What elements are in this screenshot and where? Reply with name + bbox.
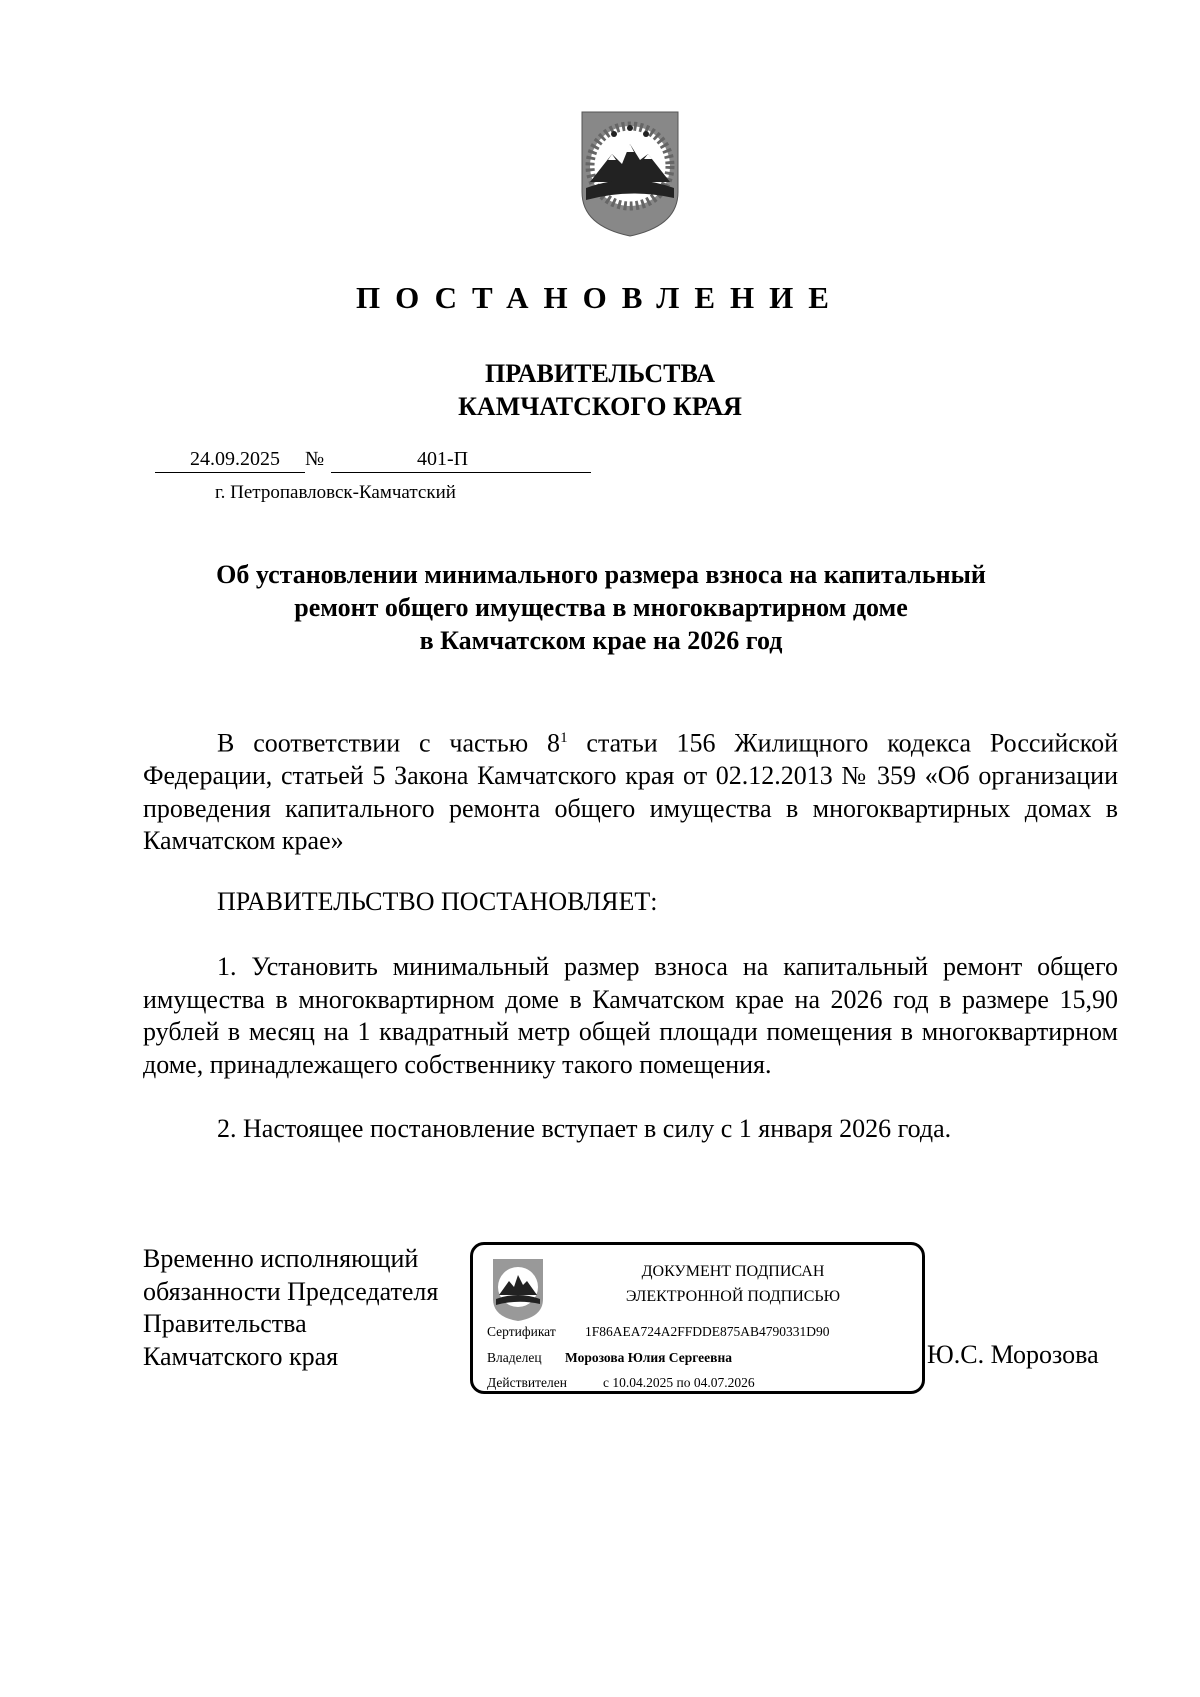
signatory-name: Ю.С. Морозова — [927, 1340, 1099, 1369]
electronic-signature-stamp — [470, 1242, 925, 1394]
preamble-paragraph: В соответствии с частью $8^1$ статьи 156 Жилищного кодекса Российской Федерации, статьей 5 Закона Камчатского края от 02.12.2013 № 359 «Об организации проведения капитального ремонта общего имущества в многоквартирных домах в Камчатском крае» — [143, 728, 1119, 856]
stamp-validity-row: Действителен с 10.04.2025 по 04.07.2026 — [487, 1375, 755, 1390]
stamp-title: ДОКУМЕНТ ПОДПИСАН ЭЛЕКТРОННОЙ ПОДПИСЬЮ — [625, 1263, 841, 1305]
coat-of-arms-icon — [578, 108, 682, 240]
document-date: 24.09.2025 — [190, 448, 280, 470]
title-line-2: ремонт общего имущества в многоквартирном доме — [294, 593, 908, 622]
item-1-paragraph: 1. Установить минимальный размер взноса на капитальный ремонт общего имущества в многоквартирном доме в Камчатском крае на 2026 год в размере 15,90 рублей в месяц на 1 квадратный метр общей площади помещения в многоквартирном доме, принадлежащего собственнику такого помещения. — [143, 952, 1118, 1079]
authority-line-2: КАМЧАТСКОГО КРАЯ — [458, 392, 742, 421]
item-2-paragraph: 2. Настоящее постановление вступает в силу с 1 января 2026 года. — [217, 1114, 952, 1143]
title-line-1: Об установлении минимального размера взноса на капитальный — [216, 560, 986, 589]
stamp-owner-row: Владелец Морозова Юлия Сергеевна — [487, 1350, 732, 1365]
document-number: 401-П — [417, 448, 469, 470]
document-title — [150, 558, 1052, 657]
stamp-coat-of-arms-icon — [491, 1257, 545, 1323]
number-sign: № — [305, 448, 325, 470]
title-line-3: в Камчатском крае на 2026 год — [419, 626, 783, 655]
resolves-line: ПРАВИТЕЛЬСТВО ПОСТАНОВЛЯЕТ: — [217, 887, 658, 916]
city-label: г. Петропавловск-Камчатский — [215, 482, 456, 503]
stamp-certificate-row: Сертификат 1F86AEA724A2FFDDE875AB4790331D90 — [487, 1324, 830, 1339]
signatory-position: Временно исполняющий обязанности Председателя Правительства Камчатского края — [143, 1244, 439, 1371]
authority-line-1: ПРАВИТЕЛЬСТВА — [485, 359, 715, 388]
superscript: 1 — [560, 730, 568, 746]
issuing-authority — [0, 357, 1200, 423]
document-type-heading: ПОСТАНОВЛЕНИЕ — [356, 280, 844, 315]
